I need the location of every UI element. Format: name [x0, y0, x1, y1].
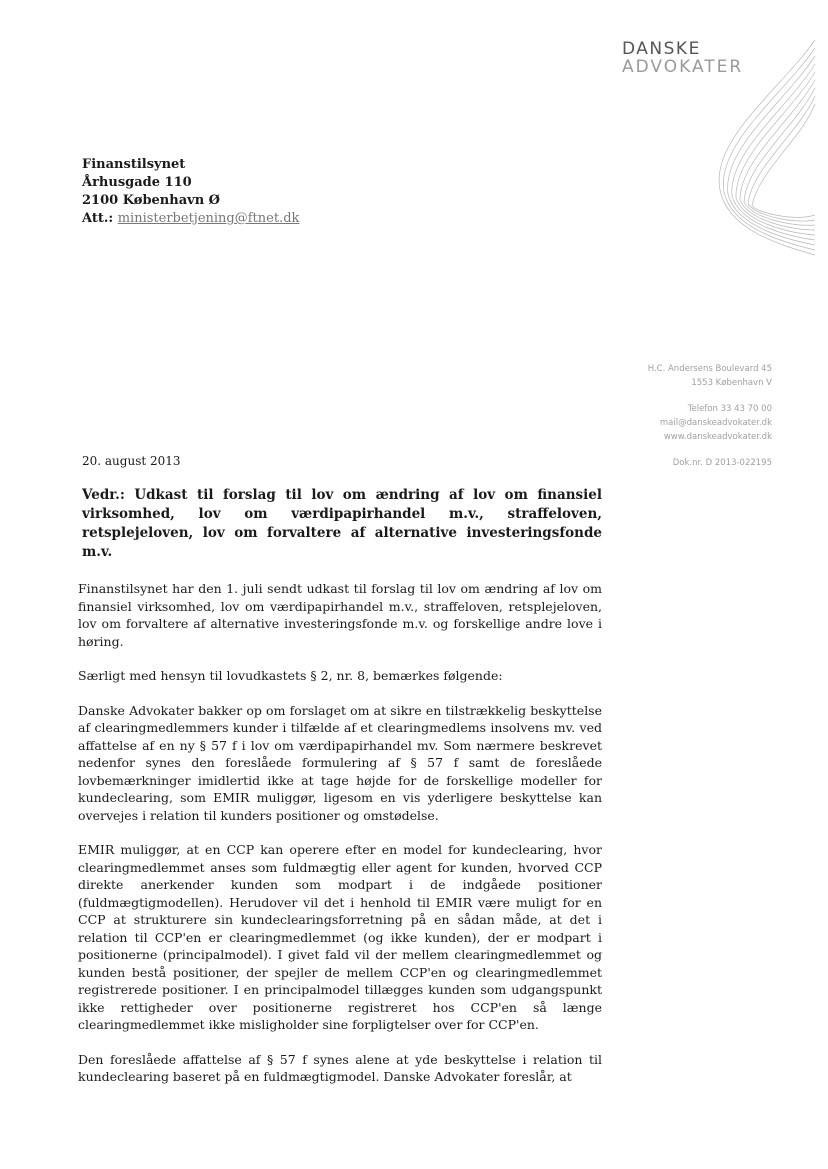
- att-email-link[interactable]: ministerbetjening@ftnet.dk: [117, 211, 300, 226]
- recipient-street: Århusgade 110: [82, 175, 192, 190]
- contact-email[interactable]: mail@danskeadvokater.dk: [659, 418, 772, 428]
- logo-line-2: ADVOKATER: [622, 57, 744, 77]
- paragraph: Finanstilsynet har den 1. juli sendt udkast til forslag til lov om ændring af lov om finansiel virksomhed, lov om værdipapirhandel m.v., straffeloven, retsplejeloven, lov om forvaltere af alternative investeringsfonde m.v. og forskellige andre love i høring.: [78, 581, 602, 649]
- document-reference: Dok.nr. D 2013-022195: [672, 458, 772, 468]
- contact-phone: Telefon 33 43 70 00: [687, 404, 772, 414]
- paragraph: Danske Advokater bakker op om forslaget om at sikre en tilstrækkelig beskyttelse af clearingmedlemmers kunder i tilfælde af et clearingmedlems insolvens mv. ved affattelse af en ny § 57 f i lov om værdipapirhandel mv. Som nærmere beskrevet nedenfor synes den foreslåede formulering af § 57 f samt de foreslåede lovbemærkninger imidlertid ikke at tage højde for de forskellige modeller for kundeclearing, som EMIR muliggør, ligesom en vis yderligere beskyttelse kan overvejes i relation til kunders positioner og omstødelse.: [78, 702, 602, 823]
- att-label: Att.:: [82, 211, 114, 226]
- contact-address-line-2: 1553 København V: [691, 378, 772, 388]
- contact-web[interactable]: www.danskeadvokater.dk: [663, 432, 772, 442]
- logo-swoosh-icon: [690, 30, 820, 260]
- logo-line-1: DANSKE: [622, 39, 701, 59]
- letter-body: [78, 580, 602, 1103]
- letter-date: 20. august 2013: [82, 454, 181, 468]
- contact-address-line-1: H.C. Andersens Boulevard 45: [647, 364, 772, 374]
- recipient-address: [82, 156, 299, 228]
- paragraph: Den foreslåede affattelse af § 57 f synes alene at yde beskyttelse i relation til kundeclearing baseret på en fuldmægtigmodel. Danske Advokater foreslår, at: [78, 1051, 602, 1084]
- recipient-city: 2100 København Ø: [82, 193, 220, 208]
- recipient-att: [82, 210, 299, 228]
- paragraph: Særligt med hensyn til lovudkastets § 2, nr. 8, bemærkes følgende:: [78, 668, 503, 683]
- paragraph: EMIR muliggør, at en CCP kan operere efter en model for kundeclearing, hvor clearingmedlemmet anses som fuldmægtig eller agent for kunden, hvorved CCP direkte anerkender kunden som modpart i de indgåede positioner (fuldmægtigmodellen). Herudover vil det i henhold til EMIR være muligt for en CCP at strukturere sin kundeclearingsforretning på en sådan måde, at det i relation til CCP'en er clearingmedlemmet (og ikke kunden), der er modpart i positionerne (principalmodel). I givet fald vil der mellem clearingmedlemmet og kunden bestå positioner, der spejler de mellem CCP'en og clearingmedlemmet registrerede positioner. I en principalmodel tillægges kunden som udgangspunkt ikke rettigheder over positionerne registreret hos CCP'en så længe clearingmedlemmet ikke misligholder sine forpligtelser over for CCP'en.: [78, 842, 602, 1032]
- letter-subject: Vedr.: Udkast til forslag til lov om ændring af lov om finansiel virksomhed, lov om værdipapirhandel m.v., straffeloven, retsplejeloven, lov om forvaltere af alternative investeringsfonde m.v.: [82, 487, 602, 560]
- sender-contact-block: [648, 362, 772, 470]
- recipient-name: Finanstilsynet: [82, 157, 186, 172]
